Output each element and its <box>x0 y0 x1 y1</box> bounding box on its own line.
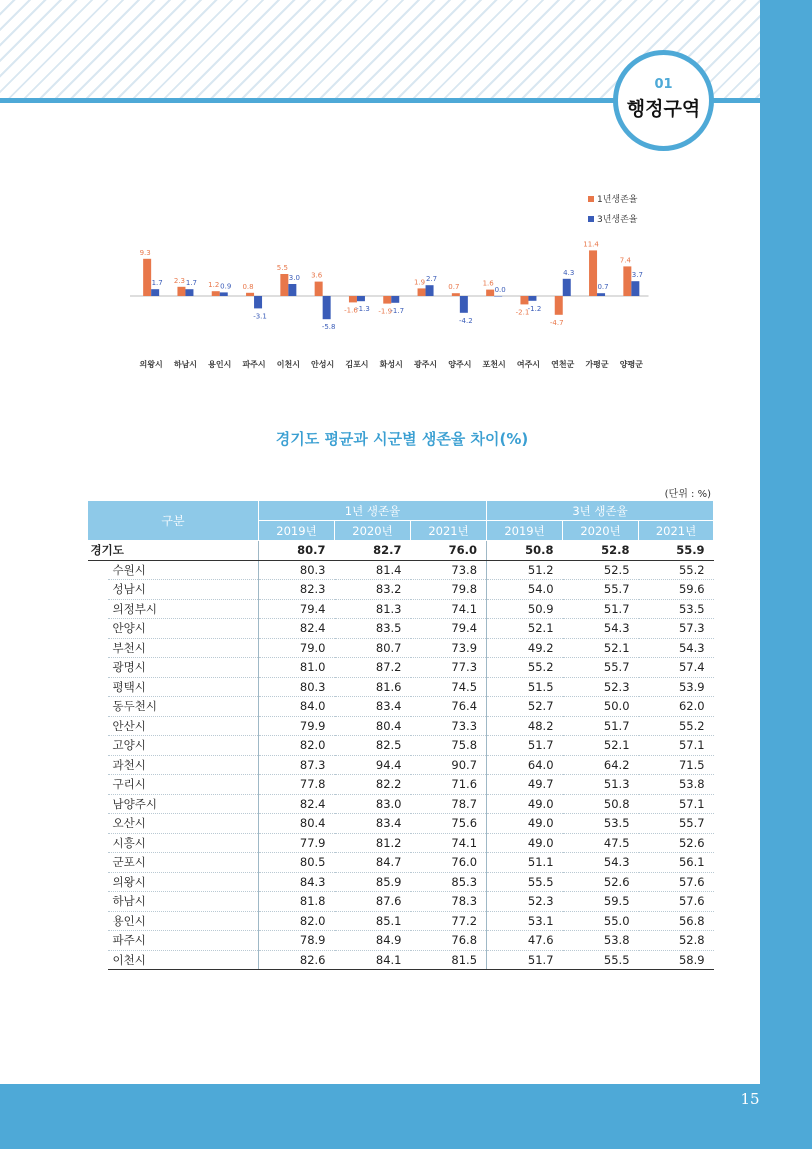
chart-bar <box>212 291 220 296</box>
cell: 51.7 <box>563 599 639 619</box>
cell: 56.8 <box>639 911 714 931</box>
chart-legend-swatch <box>588 196 594 202</box>
row-name: 부천시 <box>108 638 259 658</box>
cell: 82.5 <box>335 736 411 756</box>
chart-bar <box>528 296 536 301</box>
cell: 80.7 <box>335 638 411 658</box>
cell: 84.7 <box>335 853 411 873</box>
cell: 76.8 <box>411 931 487 951</box>
cell: 54.3 <box>639 638 714 658</box>
cell: 52.5 <box>563 560 639 580</box>
cell: 55.5 <box>563 950 639 970</box>
cell: 75.6 <box>411 814 487 834</box>
chart-category-label: 김포시 <box>345 360 369 369</box>
table-row <box>88 716 714 736</box>
table-row <box>88 911 714 931</box>
chart-legend-label: 1년생존율 <box>597 195 638 205</box>
table-row <box>88 697 714 717</box>
cell: 71.6 <box>411 775 487 795</box>
cell: 51.7 <box>487 736 563 756</box>
cell: 52.1 <box>563 736 639 756</box>
chart-data-label: 3.7 <box>631 271 643 280</box>
row-name: 안양시 <box>108 619 259 639</box>
cell: 76.0 <box>411 541 487 561</box>
chart-data-label: -5.8 <box>321 323 336 332</box>
row-name: 남양주시 <box>108 794 259 814</box>
cell: 83.4 <box>335 814 411 834</box>
header-group-3yr: 3년 생존율 <box>487 501 714 521</box>
chart-category-label: 연천군 <box>551 360 575 369</box>
cell: 87.2 <box>335 658 411 678</box>
cell: 53.5 <box>639 599 714 619</box>
chart-category-label: 여주시 <box>516 360 541 369</box>
cell: 73.3 <box>411 716 487 736</box>
chart-data-label: -1.2 <box>527 304 542 313</box>
cell: 53.9 <box>639 677 714 697</box>
cell: 54.0 <box>487 580 563 600</box>
table-row <box>88 619 714 639</box>
cell: 54.3 <box>563 619 639 639</box>
row-name: 성남시 <box>108 580 259 600</box>
cell: 57.6 <box>639 872 714 892</box>
cell: 52.6 <box>639 833 714 853</box>
cell: 75.8 <box>411 736 487 756</box>
chart-data-label: -2.1 <box>515 308 530 317</box>
unit-note: (단위 : %) <box>664 489 711 500</box>
chart-data-label: 1.9 <box>413 278 426 287</box>
row-name: 오산시 <box>108 814 259 834</box>
chart-bar <box>520 296 528 304</box>
chart-bar <box>185 289 193 296</box>
cell: 83.2 <box>335 580 411 600</box>
chart-data-label: 5.5 <box>276 264 288 272</box>
cell: 78.7 <box>411 794 487 814</box>
chart-bar <box>597 293 605 296</box>
cell: 84.0 <box>259 697 335 717</box>
table-row <box>88 794 714 814</box>
header-group-1yr: 1년 생존율 <box>259 501 487 521</box>
cell: 57.6 <box>639 892 714 912</box>
cell: 55.7 <box>563 580 639 600</box>
cell: 84.9 <box>335 931 411 951</box>
cell: 80.3 <box>259 677 335 697</box>
row-name: 경기도 <box>88 541 259 561</box>
chart-data-label: -4.7 <box>549 318 564 327</box>
chart-category-label: 의왕시 <box>139 360 163 369</box>
row-name: 용인시 <box>108 911 259 931</box>
cell: 53.8 <box>639 775 714 795</box>
table-row <box>88 950 714 970</box>
chart-bar <box>460 296 468 313</box>
cell: 80.3 <box>259 560 335 580</box>
cell: 49.0 <box>487 814 563 834</box>
chart-legend-swatch <box>588 216 594 222</box>
cell: 79.4 <box>411 619 487 639</box>
chart-data-label: 2.3 <box>173 276 186 285</box>
cell: 81.5 <box>411 950 487 970</box>
chart-bar <box>555 296 563 315</box>
cell: 53.5 <box>563 814 639 834</box>
table-row <box>88 775 714 795</box>
cell: 94.4 <box>335 755 411 775</box>
cell: 64.0 <box>487 755 563 775</box>
cell: 55.9 <box>639 541 714 561</box>
row-indent <box>88 560 108 970</box>
cell: 55.2 <box>639 716 714 736</box>
chart-bar <box>315 282 323 296</box>
survival-rate-table <box>87 500 714 970</box>
cell: 82.4 <box>259 794 335 814</box>
cell: 56.1 <box>639 853 714 873</box>
cell: 71.5 <box>639 755 714 775</box>
row-name: 안산시 <box>108 716 259 736</box>
chart-bar <box>151 289 159 296</box>
cell: 83.4 <box>335 697 411 717</box>
row-name: 의왕시 <box>108 872 259 892</box>
chart-data-label: 1.6 <box>482 279 494 288</box>
row-name: 고양시 <box>108 736 259 756</box>
cell: 84.3 <box>259 872 335 892</box>
cell: 49.2 <box>487 638 563 658</box>
table-row <box>88 560 714 580</box>
chart-bar <box>323 296 331 319</box>
row-name: 과천시 <box>108 755 259 775</box>
row-name: 평택시 <box>108 677 259 697</box>
cell: 76.0 <box>411 853 487 873</box>
section-badge <box>613 50 714 151</box>
chart-category-label: 파주시 <box>242 360 266 369</box>
cell: 53.1 <box>487 911 563 931</box>
row-name: 동두천시 <box>108 697 259 717</box>
cell: 55.5 <box>487 872 563 892</box>
cell: 50.9 <box>487 599 563 619</box>
cell: 83.5 <box>335 619 411 639</box>
cell: 77.9 <box>259 833 335 853</box>
chart-category-label: 포천시 <box>482 360 506 369</box>
chart-category-label: 가평군 <box>585 360 609 369</box>
header-year: 2021년 <box>639 521 714 541</box>
cell: 77.2 <box>411 911 487 931</box>
cell: 83.0 <box>335 794 411 814</box>
chart-category-label: 양주시 <box>448 360 472 369</box>
chart-bar <box>143 259 151 296</box>
cell: 49.7 <box>487 775 563 795</box>
chart-data-label: 11.4 <box>583 240 599 249</box>
cell: 87.6 <box>335 892 411 912</box>
chart-bar <box>418 288 426 296</box>
cell: 79.4 <box>259 599 335 619</box>
table-row-total <box>88 541 714 561</box>
chart-bar <box>623 266 631 296</box>
cell: 81.6 <box>335 677 411 697</box>
cell: 57.1 <box>639 794 714 814</box>
cell: 74.1 <box>411 599 487 619</box>
chart-category-label: 화성시 <box>379 360 403 369</box>
row-name: 구리시 <box>108 775 259 795</box>
cell: 81.0 <box>259 658 335 678</box>
cell: 52.1 <box>563 638 639 658</box>
cell: 47.5 <box>563 833 639 853</box>
row-name: 광명시 <box>108 658 259 678</box>
chart-data-label: -1.6 <box>344 306 358 315</box>
chart-data-label: 0.7 <box>597 283 609 292</box>
cell: 53.8 <box>563 931 639 951</box>
row-name: 파주시 <box>108 931 259 951</box>
table-row <box>88 580 714 600</box>
cell: 59.6 <box>639 580 714 600</box>
chart-bar <box>494 296 502 297</box>
cell: 82.0 <box>259 736 335 756</box>
chart-category-label: 하남시 <box>173 360 198 369</box>
row-name: 군포시 <box>108 853 259 873</box>
cell: 76.4 <box>411 697 487 717</box>
cell: 51.7 <box>487 950 563 970</box>
cell: 52.3 <box>563 677 639 697</box>
cell: 82.2 <box>335 775 411 795</box>
cell: 54.3 <box>563 853 639 873</box>
cell: 57.1 <box>639 736 714 756</box>
chart-data-label: 0.8 <box>242 282 254 291</box>
table-row <box>88 638 714 658</box>
cell: 50.8 <box>487 541 563 561</box>
row-name: 의정부시 <box>108 599 259 619</box>
table-row <box>88 872 714 892</box>
cell: 85.9 <box>335 872 411 892</box>
chart-bar <box>288 284 296 296</box>
cell: 51.1 <box>487 853 563 873</box>
chart-bar <box>220 292 228 296</box>
chart-data-label: 1.7 <box>151 279 163 288</box>
chart-data-label: 3.0 <box>288 274 300 282</box>
row-name: 하남시 <box>108 892 259 912</box>
chart-legend-label: 3년생존율 <box>597 215 638 225</box>
chart-bar <box>177 287 185 296</box>
table-row <box>88 658 714 678</box>
cell: 87.3 <box>259 755 335 775</box>
chart-data-label: 3.6 <box>311 271 323 280</box>
header-year: 2020년 <box>563 521 639 541</box>
cell: 57.3 <box>639 619 714 639</box>
table-row <box>88 755 714 775</box>
cell: 77.3 <box>411 658 487 678</box>
cell: 80.7 <box>259 541 335 561</box>
cell: 55.7 <box>563 658 639 678</box>
chart-bar <box>391 296 399 303</box>
cell: 81.8 <box>259 892 335 912</box>
cell: 50.0 <box>563 697 639 717</box>
chart-category-label: 양평군 <box>619 360 643 369</box>
chart-category-label: 이천시 <box>276 360 300 369</box>
cell: 78.3 <box>411 892 487 912</box>
row-name: 이천시 <box>108 950 259 970</box>
table-row <box>88 853 714 873</box>
cell: 47.6 <box>487 931 563 951</box>
cell: 81.4 <box>335 560 411 580</box>
side-bar <box>760 0 812 1149</box>
cell: 52.6 <box>563 872 639 892</box>
cell: 82.3 <box>259 580 335 600</box>
header-year: 2020년 <box>335 521 411 541</box>
chart-data-label: 1.2 <box>208 281 220 290</box>
cell: 57.4 <box>639 658 714 678</box>
cell: 52.1 <box>487 619 563 639</box>
table-row <box>88 833 714 853</box>
cell: 80.4 <box>335 716 411 736</box>
chart-data-label: -3.1 <box>253 312 267 321</box>
table-row <box>88 814 714 834</box>
cell: 48.2 <box>487 716 563 736</box>
table-row <box>88 599 714 619</box>
chart-data-label: -4.2 <box>459 316 473 325</box>
section-title: 행정구역 <box>626 98 701 120</box>
chart-category-label: 광주시 <box>413 360 438 369</box>
cell: 80.4 <box>259 814 335 834</box>
chart-data-label: 0.9 <box>220 282 232 291</box>
cell: 73.8 <box>411 560 487 580</box>
cell: 50.8 <box>563 794 639 814</box>
chart-data-label: 7.4 <box>619 256 631 265</box>
row-name: 시흥시 <box>108 833 259 853</box>
chart-bar <box>486 290 494 296</box>
cell: 80.5 <box>259 853 335 873</box>
cell: 85.3 <box>411 872 487 892</box>
cell: 79.9 <box>259 716 335 736</box>
cell: 85.1 <box>335 911 411 931</box>
chart-data-label: -1.7 <box>390 306 405 315</box>
chart-bar <box>254 296 262 308</box>
cell: 55.0 <box>563 911 639 931</box>
cell: 52.3 <box>487 892 563 912</box>
cell: 59.5 <box>563 892 639 912</box>
chart-data-label: 9.3 <box>139 248 151 257</box>
cell: 84.1 <box>335 950 411 970</box>
cell: 52.7 <box>487 697 563 717</box>
chart-data-label: -1.9 <box>378 307 393 316</box>
cell: 55.2 <box>639 560 714 580</box>
chart-bar <box>383 296 391 304</box>
cell: 90.7 <box>411 755 487 775</box>
chart-bar <box>452 293 460 296</box>
cell: 51.2 <box>487 560 563 580</box>
chart-bar <box>589 250 597 296</box>
page-number: 15 <box>740 1090 760 1108</box>
row-name: 수원시 <box>108 560 259 580</box>
chart-bar <box>631 281 639 296</box>
cell: 58.9 <box>639 950 714 970</box>
chart-caption: 경기도 평균과 시군별 생존율 차이(%) <box>275 430 529 448</box>
cell: 62.0 <box>639 697 714 717</box>
cell: 49.0 <box>487 833 563 853</box>
cell: 55.2 <box>487 658 563 678</box>
cell: 82.6 <box>259 950 335 970</box>
table-row <box>88 931 714 951</box>
chart-data-label: 2.7 <box>425 275 438 284</box>
cell: 81.3 <box>335 599 411 619</box>
cell: 82.4 <box>259 619 335 639</box>
table-row <box>88 677 714 697</box>
cell: 74.1 <box>411 833 487 853</box>
table-row <box>88 736 714 756</box>
section-number: 01 <box>654 77 673 92</box>
cell: 79.8 <box>411 580 487 600</box>
chart-bar <box>426 285 434 296</box>
cell: 73.9 <box>411 638 487 658</box>
chart-category-label: 용인시 <box>208 360 232 369</box>
chart-bar <box>246 293 254 296</box>
cell: 51.3 <box>563 775 639 795</box>
cell: 51.7 <box>563 716 639 736</box>
chart-category-label: 안성시 <box>311 360 335 369</box>
cell: 55.7 <box>639 814 714 834</box>
cell: 82.7 <box>335 541 411 561</box>
cell: 81.2 <box>335 833 411 853</box>
cell: 77.8 <box>259 775 335 795</box>
footer-bar <box>0 1084 812 1149</box>
cell: 52.8 <box>639 931 714 951</box>
cell: 64.2 <box>563 755 639 775</box>
cell: 78.9 <box>259 931 335 951</box>
chart-bar <box>280 274 288 296</box>
survival-diff-bar-chart <box>108 190 668 375</box>
cell: 51.5 <box>487 677 563 697</box>
chart-bar <box>349 296 357 302</box>
chart-data-label: 1.7 <box>185 279 198 288</box>
header-year: 2019년 <box>487 521 563 541</box>
chart-bar <box>357 296 365 301</box>
chart-data-label: 4.3 <box>563 268 575 277</box>
chart-data-label: 0.7 <box>448 283 460 292</box>
table-row <box>88 892 714 912</box>
header-gubun: 구분 <box>88 501 259 541</box>
cell: 52.8 <box>563 541 639 561</box>
chart-bar <box>563 279 571 296</box>
chart-data-label: -1.3 <box>356 305 370 314</box>
cell: 79.0 <box>259 638 335 658</box>
cell: 49.0 <box>487 794 563 814</box>
chart-data-label: 0.0 <box>494 286 506 294</box>
cell: 74.5 <box>411 677 487 697</box>
cell: 82.0 <box>259 911 335 931</box>
header-year: 2019년 <box>259 521 335 541</box>
header-year: 2021년 <box>411 521 487 541</box>
